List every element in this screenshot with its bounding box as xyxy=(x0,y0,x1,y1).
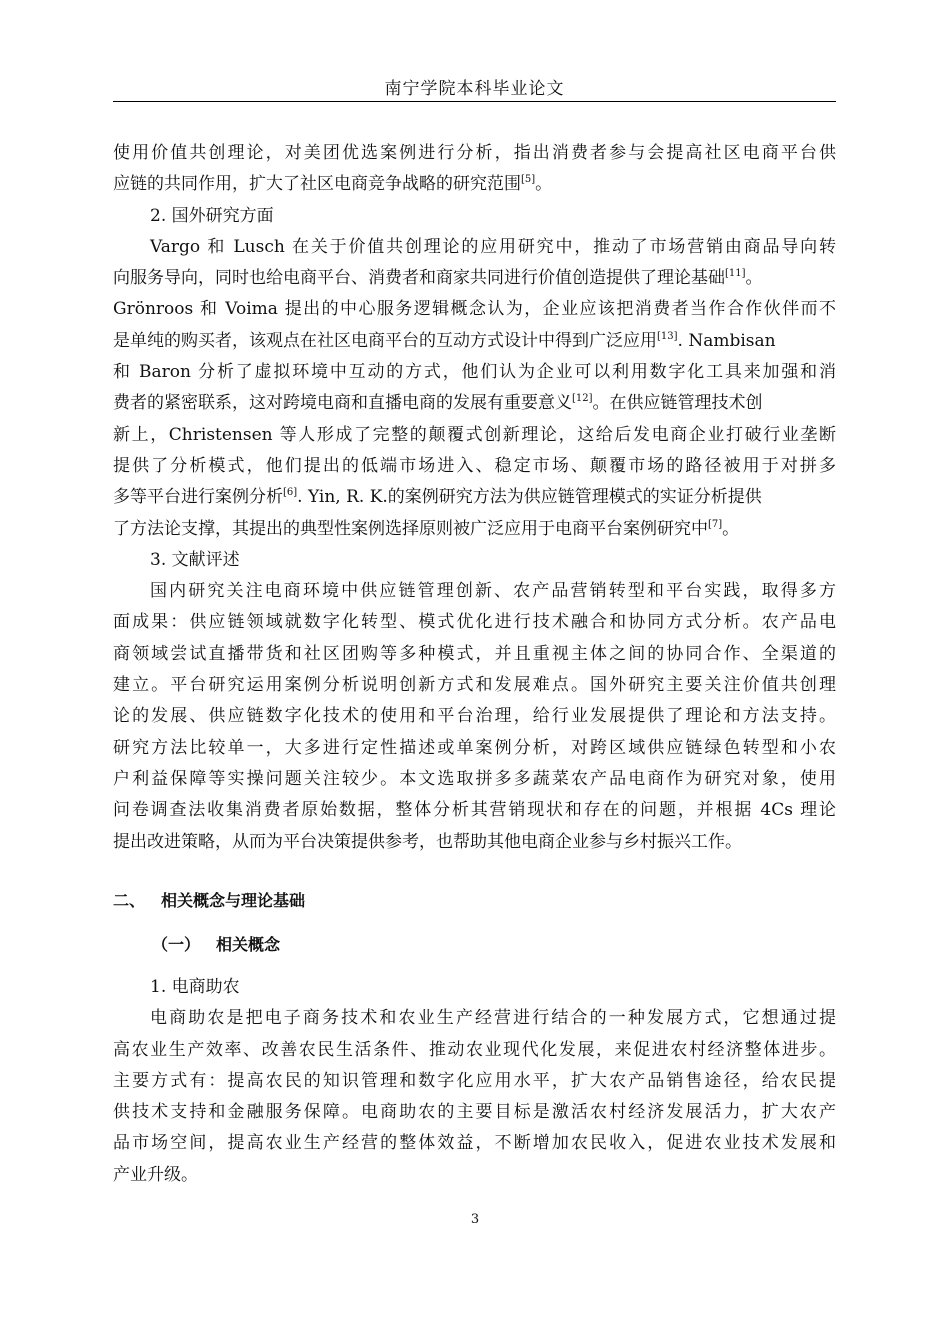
paragraph-line xyxy=(113,169,836,200)
paragraph-line xyxy=(113,482,836,513)
paragraph-line: 主要方式有：提高农民的知识管理和数字化应用水平，扩大农产品销售途径，给农民提 xyxy=(113,1070,836,1091)
subheading: 3. 文献评述 xyxy=(150,549,240,570)
line-text: 费者的紧密联系，这对跨境电商和直播电商的发展有重要意义 xyxy=(113,393,572,414)
paragraph-line: 商领域尝试直播带货和社区团购等多种模式，并且重视主体之间的协同合作、全渠道的 xyxy=(113,643,836,664)
line-text: . Yin, R. K.的案例研究方法为供应链管理模式的实证分析提供 xyxy=(297,487,762,508)
paragraph-line: 建立。平台研究运用案例分析说明创新方式和发展难点。国外研究主要关注价值共创理 xyxy=(113,675,836,696)
citation-ref: [5] xyxy=(521,174,536,186)
paragraph-line: 和 Baron 分析了虚拟环境中互动的方式，他们认为企业可以利用数字化工具来加强和消 xyxy=(113,362,836,383)
paragraph-line: 新上，Christensen 等人形成了完整的颠覆式创新理论，这给后发电商企业打破行业垄断 xyxy=(113,424,836,445)
paragraph-line: 供技术支持和金融服务保障。电商助农的主要目标是激活农村经济发展活力，扩大农产 xyxy=(113,1102,836,1123)
paragraph-line: 品市场空间，提高农业生产经营的整体效益，不断增加农民收入，促进农业技术发展和 xyxy=(113,1133,836,1154)
line-text: 是单纯的购买者，该观点在社区电商平台的互动方式设计中得到广泛应用 xyxy=(113,330,657,351)
paragraph-line: 问卷调查法收集消费者原始数据，整体分析其营销现状和存在的问题，并根据 4Cs 理论 xyxy=(113,800,836,821)
section-title: 相关概念与理论基础 xyxy=(161,891,306,910)
paragraph-line: 户利益保障等实操问题关注较少。本文选取拼多多蔬菜农产品电商作为研究对象，使用 xyxy=(113,768,836,789)
paragraph-line: 国内研究关注电商环境中供应链管理创新、农产品营销转型和平台实践，取得多方 xyxy=(150,581,836,602)
citation-ref: [6] xyxy=(283,487,298,499)
running-header: 南宁学院本科毕业论文 xyxy=(384,79,565,99)
paragraph-line: Vargo 和 Lusch 在关于价值共创理论的应用研究中，推动了市场营销由商品导向转 xyxy=(150,236,836,257)
subheading: 1. 电商助农 xyxy=(150,977,240,997)
paragraph-line: 研究方法比较单一，大多进行定性描述或单案例分析，对跨区域供应链绿色转型和小农 xyxy=(113,737,836,758)
paragraph-line: 提供了分析模式，他们提出的低端市场进入、稳定市场、颠覆市场的路径被用于对拼多 xyxy=(113,455,836,476)
line-text: 应链的共同作用，扩大了社区电商竞争战略的研究范围 xyxy=(113,174,521,195)
line-text: 。 xyxy=(535,174,553,195)
paragraph-line: Grönroos 和 Voima 提出的中心服务逻辑概念认为，企业应该把消费者当作合作伙伴而不 xyxy=(113,299,836,320)
line-text: 。 xyxy=(722,518,740,539)
citation-ref: [12] xyxy=(572,393,593,405)
section-body xyxy=(113,972,836,1191)
subsection-title: 相关概念 xyxy=(216,935,281,954)
paragraph-line: 提出改进策略，从而为平台决策提供参考，也帮助其他电商企业参与乡村振兴工作。 xyxy=(113,831,742,852)
line-text: 向服务导向，同时也给电商平台、消费者和商家共同进行价值创造提供了理论基础 xyxy=(113,268,725,289)
line-text: 多等平台进行案例分析 xyxy=(113,487,283,508)
section-heading xyxy=(113,888,305,911)
paragraph-line: 产业升级。 xyxy=(113,1164,198,1185)
line-text: 。在供应链管理技术创 xyxy=(592,393,763,414)
paragraph-line xyxy=(113,326,836,357)
paragraph-line: 面成果：供应链领域就数字化转型、模式优化进行技术融合和协同方式分析。农产品电 xyxy=(113,612,836,633)
paragraph-line: 电商助农是把电子商务技术和农业生产经营进行结合的一种发展方式，它想通过提 xyxy=(150,1008,836,1029)
paragraph-line xyxy=(113,388,836,419)
citation-ref: [7] xyxy=(708,518,723,530)
section-number: 二、 xyxy=(113,891,146,910)
line-text: . Nambisan xyxy=(677,330,776,351)
subheading: 2. 国外研究方面 xyxy=(150,205,274,226)
paragraph-line: 使用价值共创理论，对美团优选案例进行分析，指出消费者参与会提高社区电商平台供 xyxy=(113,143,836,163)
paragraph-line xyxy=(113,263,836,294)
citation-ref: [11] xyxy=(725,268,746,280)
line-text: 。 xyxy=(745,268,763,289)
page-number: 3 xyxy=(470,1212,480,1227)
header-rule xyxy=(113,101,836,102)
paragraph-line xyxy=(113,514,836,545)
citation-ref: [13] xyxy=(657,330,678,342)
line-text: 了方法论支撑，其提出的典型性案例选择原则被广泛应用于电商平台案例研究中 xyxy=(113,518,708,539)
body-text xyxy=(113,138,836,858)
paragraph-line: 论的发展、供应链数字化技术的使用和平台治理，给行业发展提供了理论和方法支持。 xyxy=(113,706,836,727)
paragraph-line: 高农业生产效率、改善农民生活条件、推动农业现代化发展，来促进农村经济整体进步。 xyxy=(113,1039,836,1060)
subsection-heading xyxy=(152,932,280,955)
subsection-number: （一） xyxy=(152,935,201,954)
